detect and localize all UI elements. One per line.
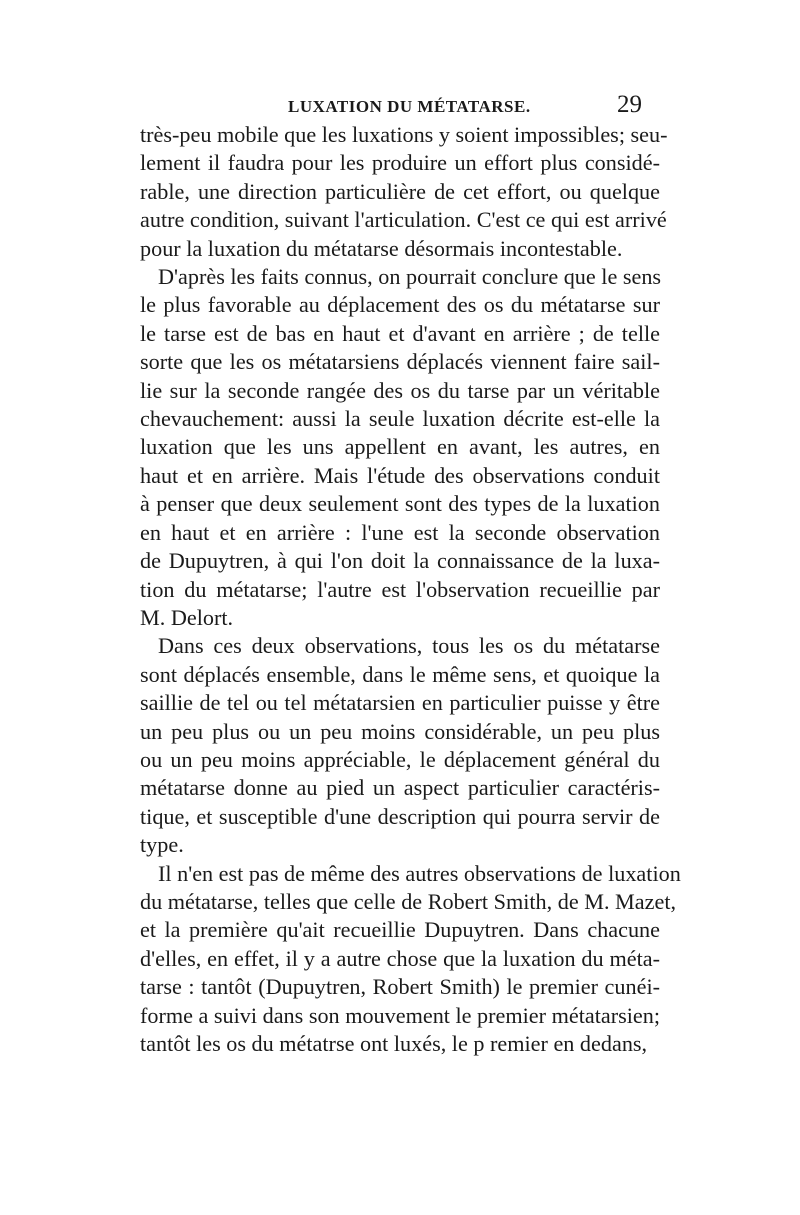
text-line: du métatarse, telles que celle de Robert Smith, de M. Mazet, [140,888,677,914]
paragraph [140,632,660,859]
text-line: M. Delort. [140,604,234,630]
text-line: chevauchement: aussi la seule luxation décrite est-elle la [140,406,660,432]
text-line: luxation que les uns appellent en avant, les autres, en [140,434,660,460]
text-line: autre condition, suivant l'articulation. C'est ce qui est arrivé [140,207,667,233]
text-line: et la première qu'ait recueillie Dupuytren. Dans chacune [140,917,660,943]
text-line: le tarse est de bas en haut et d'avant en arrière ; de telle [140,320,660,346]
paragraph [140,860,681,1059]
text-line: sont déplacés ensemble, dans le même sens, et quoique la [140,661,660,687]
text-line: d'elles, en effet, il y a autre chose que la luxation du méta- [140,945,660,971]
text-line: type. [140,832,184,858]
page-number: 29 [617,91,642,118]
text-line: de Dupuytren, à qui l'on doit la connaissance de la luxa- [140,548,660,574]
text-line: sorte que les os métatarsiens déplacés viennent faire sail- [140,349,660,375]
text-line: tique, et susceptible d'une description qui pourra servir de [140,803,660,829]
paragraph [140,263,660,632]
text-line: rable, une direction particulière de cet effort, ou quelque [140,178,660,204]
body-text [140,121,681,1058]
text-line: en haut et en arrière : l'une est la seconde observation [140,519,660,545]
text-line: forme a suivi dans son mouvement le premier métatarsien; [140,1002,661,1028]
text-line: lie sur la seconde rangée des os du tarse par un véritable [140,377,660,403]
text-line: tantôt les os du métatrse ont luxés, le p remier en dedans, [140,1031,648,1056]
text-line: tarse : tantôt (Dupuytren, Robert Smith) le premier cunéi- [140,974,660,1000]
text-line: ou un peu moins appréciable, le déplacement général du [140,746,660,772]
text-line: D'après les faits connus, on pourrait conclure que le sens [158,264,662,290]
paragraph [140,121,668,263]
text-line: haut et en arrière. Mais l'étude des observations conduit [140,462,660,488]
text-line: à penser que deux seulement sont des types de la luxation [140,491,660,517]
text-line: très-peu mobile que les luxations y soient impossibles; seu- [140,122,668,147]
text-line: Il n'en est pas de même des autres observations de luxation [158,860,681,886]
text-line: tion du métatarse; l'autre est l'observation recueillie par [140,576,660,602]
text-line: saillie de tel ou tel métatarsien en particulier puisse y être [140,690,660,716]
text-line: le plus favorable au déplacement des os du métatarse sur [140,292,660,318]
text-line: métatarse donne au pied un aspect particulier caractéris- [140,775,660,801]
text-line: un peu plus ou un peu moins considérable, un peu plus [140,718,660,744]
text-line: Dans ces deux observations, tous les os du métatarse [158,633,660,659]
text-line: pour la luxation du métatarse désormais incontestable. [140,235,623,261]
running-title: LUXATION DU MÉTATARSE. [288,97,531,116]
text-line: lement il faudra pour les produire un effort plus considé- [140,150,660,176]
